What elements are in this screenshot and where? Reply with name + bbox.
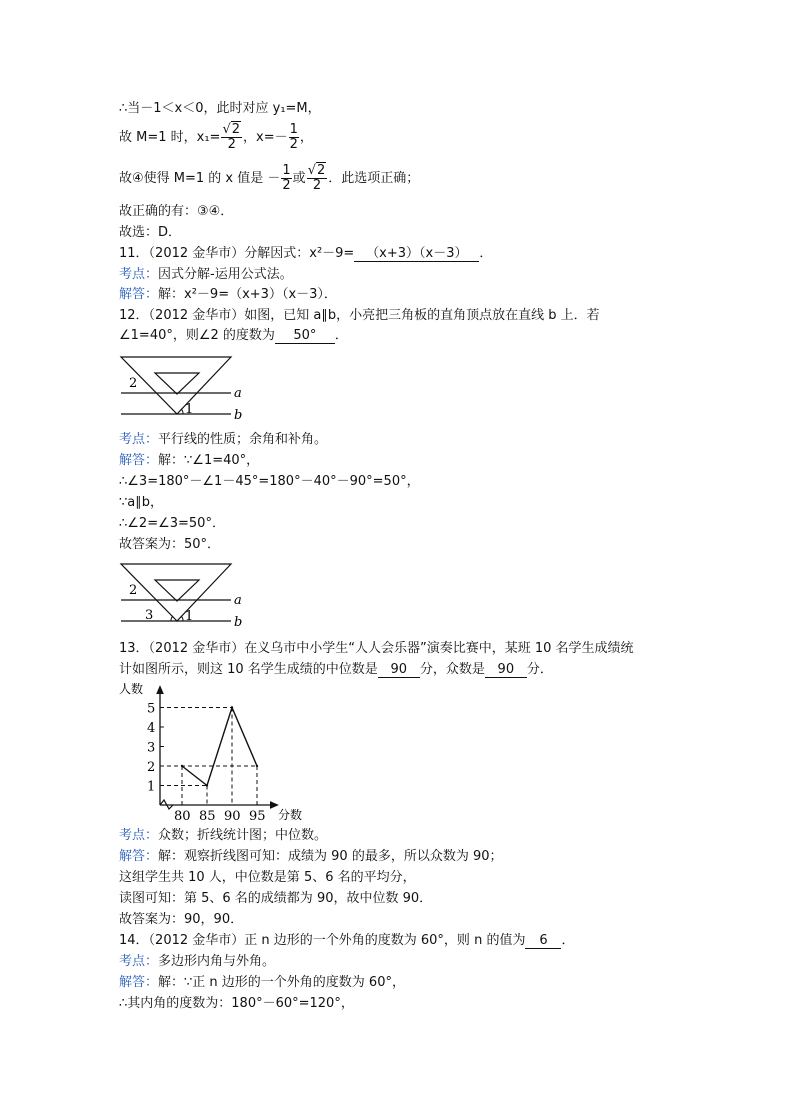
solution-line	[119, 162, 419, 196]
fraction-1-over-2	[281, 164, 291, 193]
answer-blank-median: 90	[378, 662, 420, 678]
answer-text: 解：观察折线图可知：成绩为 90 的最多，所以众数为 90；	[158, 849, 503, 864]
keypoint-label: 考点：	[119, 432, 159, 447]
text-fragment: 分．	[526, 662, 553, 677]
y-tick-label: 1	[147, 779, 156, 795]
triangle-figure-2	[119, 561, 249, 627]
answer-text: 解：∵∠1=40°，	[158, 453, 260, 468]
question-13-line1: 13．（2012 金华市）在义乌市中小学生“人人会乐器”演奏比赛中，某班 10 名学生成绩统	[119, 641, 634, 656]
keypoint-label: 考点：	[119, 267, 159, 282]
denominator: 2	[289, 137, 298, 152]
question-12-line2	[119, 328, 348, 344]
denominator: 2	[312, 178, 322, 193]
angle-label-3: 3	[145, 608, 154, 623]
fraction-sqrt2-over-2	[307, 164, 328, 193]
question-14	[119, 933, 574, 949]
answer-blank: 6	[525, 933, 561, 949]
line-label-b: b	[234, 615, 243, 627]
question-stem: 14．（2012 金华市）正 n 边形的一个外角的度数为 60°，则 n 的值为	[119, 933, 526, 948]
question-stem: 计如图所示，则这 10 名学生成绩的中位数是	[119, 662, 378, 677]
keypoint-text: 平行线的性质；余角和补角。	[158, 432, 328, 447]
solution-line: ∴∠3=180°－∠1－45°=180°－40°－90°=50°，	[119, 474, 420, 489]
data-point	[256, 765, 258, 767]
text-line: 故正确的有：③④．	[119, 204, 234, 219]
answer-line	[119, 849, 503, 865]
text-fragment: 分，众数是	[419, 662, 485, 677]
fraction-1-over-2	[289, 123, 299, 152]
triangle-outer	[121, 564, 231, 621]
keypoint-text: 众数；折线统计图；中位数。	[158, 828, 328, 843]
question-12-line1: 12．（2012 金华市）如图，已知 a∥b，小亮把三角板的直角顶点放在直线 b 上．若	[119, 308, 600, 323]
angle-mark	[171, 616, 173, 621]
answer-label: 解答：	[119, 849, 159, 864]
angle-label-2: 2	[129, 376, 138, 391]
answer-blank: （x+3）（x－3）	[354, 246, 479, 262]
text-line: 故选：D．	[119, 225, 182, 240]
fraction-sqrt2-over-2	[221, 123, 242, 152]
denominator: 2	[282, 178, 291, 193]
numerator: 1	[289, 122, 298, 137]
solution-line	[119, 121, 313, 155]
text-fragment: ．	[479, 246, 493, 261]
keypoint-line	[119, 954, 275, 970]
question-13-line2	[119, 662, 553, 678]
answer-blank: 50°	[275, 328, 335, 344]
answer-label: 解答：	[119, 453, 159, 468]
question-stem: ∠1=40°，则∠2 的度数为	[119, 328, 275, 343]
keypoint-line	[119, 828, 327, 844]
solution-line: 这组学生共 10 人，中位数是第 5、6 名的平均分，	[119, 870, 416, 885]
text-fragment: ．	[334, 328, 348, 343]
answer-blank-mode: 90	[485, 662, 527, 678]
keypoint-text: 多边形内角与外角。	[158, 954, 276, 969]
x-tick-label: 85	[199, 809, 216, 824]
sqrt-symbol: √	[307, 163, 316, 178]
data-point	[181, 765, 183, 767]
line-chart	[115, 683, 315, 825]
x-tick-label: 95	[249, 809, 266, 824]
solution-line: 故答案为：50°．	[119, 537, 221, 552]
line-label-a: a	[234, 386, 242, 401]
angle-mark	[181, 409, 183, 414]
angle-label-1: 1	[185, 402, 194, 417]
keypoint-label: 考点：	[119, 954, 159, 969]
line-label-a: a	[234, 593, 242, 608]
triangle-inner	[155, 580, 199, 601]
triangle-figure-1	[119, 354, 249, 420]
x-tick-label: 80	[174, 809, 191, 824]
solution-line: 故答案为：90，90．	[119, 912, 244, 927]
angle-label-2: 2	[129, 583, 138, 598]
line-label-b: b	[234, 408, 243, 420]
radicand: 2	[231, 122, 241, 137]
triangle-inner	[155, 373, 199, 394]
angle-mark	[181, 616, 183, 621]
text-fragment: 或	[292, 171, 306, 186]
y-tick-label: 5	[147, 701, 156, 717]
y-tick-label: 2	[147, 760, 156, 775]
series-line	[182, 708, 257, 786]
data-point	[231, 706, 233, 708]
triangle-outer	[121, 357, 231, 414]
x-axis-label: 分数	[278, 808, 303, 822]
keypoint-text: 因式分解-运用公式法。	[158, 267, 293, 282]
answer-line	[119, 287, 337, 303]
text-fragment: 故 M=1 时，x₁=	[119, 130, 221, 145]
solution-line: ∵a∥b，	[119, 495, 163, 510]
keypoint-label: 考点：	[119, 828, 159, 843]
y-tick-label: 3	[147, 740, 156, 756]
numerator: 1	[282, 163, 291, 178]
solution-line: ∴∠2=∠3=50°．	[119, 516, 225, 531]
text-fragment: ，x=－	[243, 130, 288, 145]
y-tick-label: 4	[147, 721, 156, 736]
answer-line	[119, 453, 259, 469]
answer-text: 解：∵正 n 边形的一个外角的度数为 60°，	[158, 975, 405, 990]
text-fragment: 故④使得 M=1 的 x 值是 －	[119, 171, 281, 186]
text-fragment: ．	[561, 933, 575, 948]
question-stem: 11．（2012 金华市）分解因式：x²－9=	[119, 246, 355, 261]
answer-label: 解答：	[119, 287, 159, 302]
question-11	[119, 246, 492, 262]
angle-label-1: 1	[185, 609, 194, 624]
radicand: 2	[316, 163, 326, 178]
sqrt-symbol: √	[222, 122, 231, 137]
text-line: ∴当－1＜x＜0，此时对应 y₁=M，	[119, 101, 321, 116]
y-axis-label: 人数	[119, 683, 144, 696]
answer-label: 解答：	[119, 975, 159, 990]
data-point	[206, 784, 208, 786]
solution-line: ∴其内角的度数为：180°－60°=120°，	[119, 996, 354, 1011]
x-tick-label: 90	[224, 809, 241, 824]
keypoint-line	[119, 267, 293, 283]
text-fragment: ．此选项正确；	[328, 171, 420, 186]
solution-line: 读图可知：第 5、6 名的成绩都为 90，故中位数 90．	[119, 891, 433, 906]
text-fragment: ，	[299, 130, 313, 145]
keypoint-line	[119, 432, 327, 448]
answer-text: 解：x²－9=（x+3）（x－3）．	[158, 287, 337, 302]
answer-line	[119, 975, 405, 991]
denominator: 2	[227, 137, 236, 152]
